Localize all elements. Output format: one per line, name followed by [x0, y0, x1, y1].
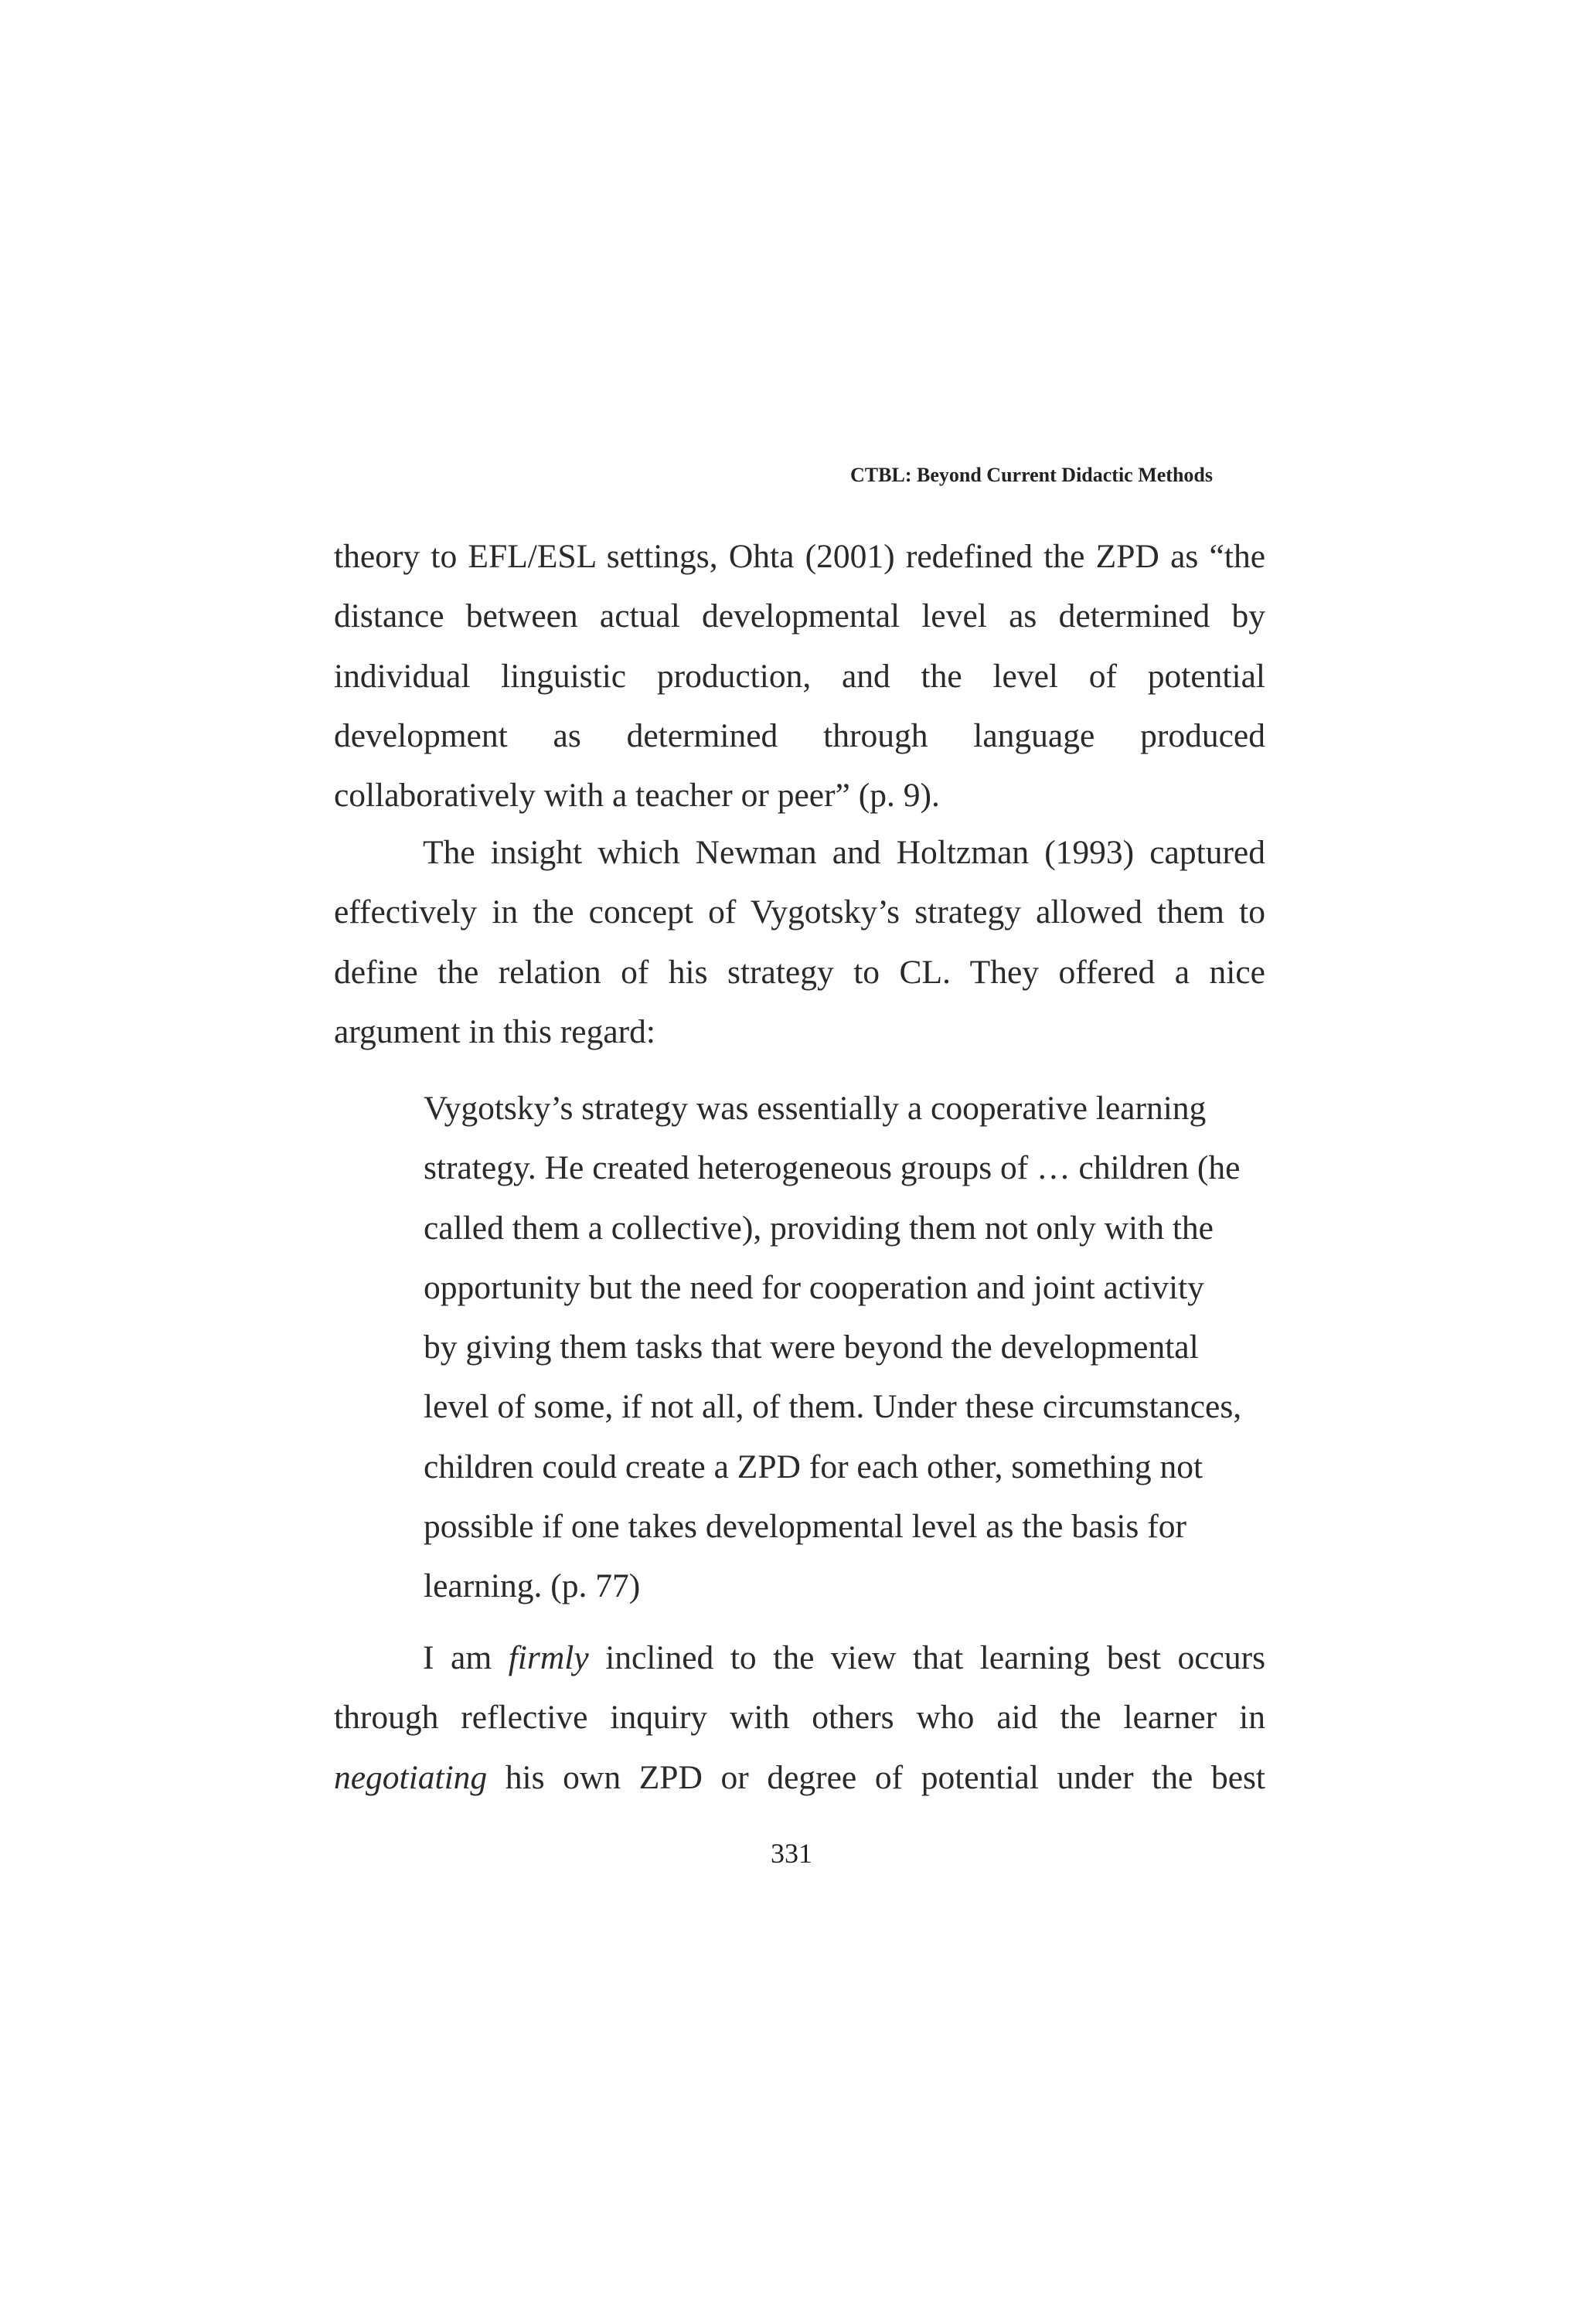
- paragraph-continued: [334, 527, 1265, 825]
- quote-line: level of some, if not all, of them. Under these circumstances,: [424, 1388, 1242, 1426]
- page-number: 331: [771, 1838, 812, 1869]
- quote-line: by giving them tasks that were beyond the developmental: [424, 1329, 1199, 1366]
- quote-line: opportunity but the need for cooperation and joint activity: [424, 1268, 1204, 1306]
- paragraph: [334, 823, 1265, 1062]
- quote-line: children could create a ZPD for each other, something not: [424, 1448, 1203, 1485]
- emphasis-text: firmly: [508, 1639, 589, 1676]
- paragraph-line: through reflective inquiry with others who aid the learner in: [334, 1699, 1265, 1737]
- running-head: CTBL: Beyond Current Didactic Methods: [850, 464, 1213, 486]
- quote-line: Vygotsky’s strategy was essentially a cooperative learning: [424, 1090, 1207, 1127]
- text-run: I am: [423, 1639, 492, 1676]
- quote-line: strategy. He created heterogeneous groups of … children (he: [424, 1149, 1241, 1187]
- quote-line: learning. (p. 77): [424, 1567, 641, 1605]
- paragraph-text: The insight which Newman and Holtzman (1993) captured effectively in the concept of Vygotsky’s strategy allowed them to define the relation of his strategy to CL. They offered a nice argument in this regard:: [334, 834, 1265, 1050]
- paragraph-text: theory to EFL/ESL settings, Ohta (2001) redefined the ZPD as “the distance between actual developmental level as determined by individual linguistic production, and the level of potential development as determined through language produced collaboratively with a teacher or peer” (p. 9).: [334, 538, 1265, 815]
- quote-line: possible if one takes developmental level as the basis for: [424, 1508, 1186, 1546]
- block-quote: [424, 1079, 1266, 1617]
- emphasis-text: negotiating: [334, 1758, 488, 1796]
- paragraph: [334, 1628, 1265, 1808]
- text-run: his own ZPD or degree of potential under the best: [505, 1758, 1266, 1796]
- quote-line: called them a collective), providing them not only with the: [424, 1209, 1214, 1247]
- paragraph-line: [334, 1628, 1265, 1688]
- paragraph-line: [334, 1748, 1265, 1808]
- text-run: inclined to the view that learning best occurs: [605, 1639, 1265, 1676]
